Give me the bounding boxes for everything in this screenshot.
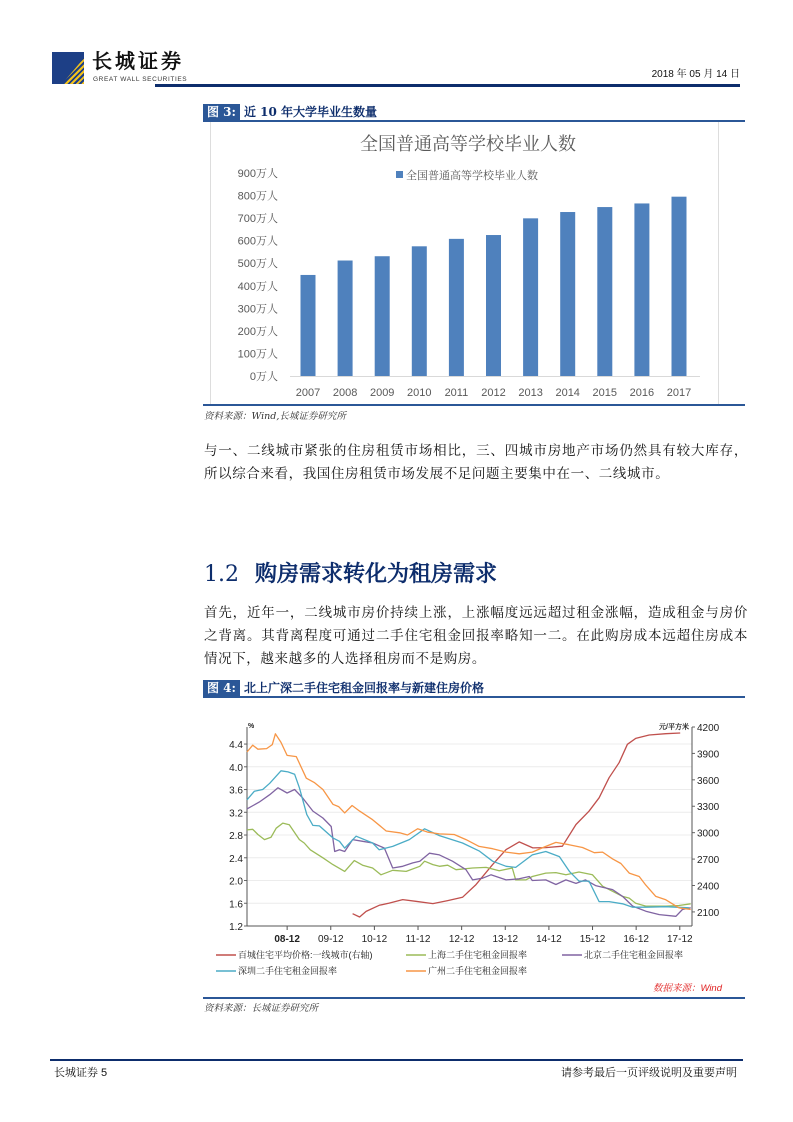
y-tick-label: 300万人 — [237, 303, 278, 316]
series-line-1 — [247, 823, 691, 906]
line-chart-rent-yield — [210, 715, 735, 997]
legend-label: 百城住宅平均价格:一线城市(右轴) — [238, 950, 373, 960]
x-tick-label: 16-12 — [623, 934, 649, 945]
left-y-tick-label: 1.6 — [229, 899, 243, 911]
bar-2011 — [449, 239, 464, 376]
y-tick-label: 200万人 — [237, 325, 278, 338]
chart-title: 全国普通高等学校毕业人数 — [360, 134, 576, 154]
footer-disclaimer: 请参考最后一页评级说明及重要声明 — [561, 1067, 737, 1079]
right-y-tick-label: 4200 — [697, 723, 720, 734]
left-y-tick-label: 3.2 — [229, 808, 243, 820]
logo-text-cn: 长城证券 — [92, 49, 184, 73]
right-y-tick-label: 2100 — [697, 907, 720, 919]
bar-2017 — [672, 197, 687, 376]
y-tick-label: 500万人 — [237, 258, 278, 271]
bar-2012 — [486, 235, 501, 376]
figure4-bottom-rule — [203, 997, 745, 999]
x-tick-label: 2012 — [481, 387, 506, 399]
bar-2014 — [560, 212, 575, 376]
x-tick-label: 2007 — [295, 387, 321, 399]
figure3-label: 图 3: — [203, 104, 240, 120]
bar-2007 — [301, 275, 316, 376]
figure3-source: 资料来源：Wind,长城证券研究所 — [204, 411, 346, 422]
y-tick-label: 100万人 — [237, 348, 278, 361]
left-y-tick-label: 3.6 — [229, 785, 243, 797]
section-number: 1.2 — [204, 562, 239, 587]
x-tick-label: 14-12 — [536, 934, 562, 945]
left-y-tick-label: 2.0 — [229, 876, 243, 888]
footer-rule — [50, 1059, 743, 1061]
header-rule — [155, 84, 740, 87]
bar-2010 — [412, 246, 427, 376]
data-source-note: 数据来源：Wind — [652, 983, 722, 994]
right-y-tick-label: 3000 — [697, 828, 720, 840]
paragraph-1: 与一、二线城市紧张的住房租赁市场相比，三、四城市房地产市场仍然具有较大库存，所以综合来看，我国住房租赁市场发展不足问题主要集中在一、二线城市。 — [204, 443, 748, 482]
right-y-tick-label: 2700 — [697, 855, 720, 867]
right-y-tick-label: 3300 — [697, 802, 720, 814]
x-tick-label: 2010 — [407, 387, 432, 399]
y-tick-label: 800万人 — [237, 190, 278, 203]
x-tick-label: 2014 — [555, 387, 580, 399]
figure4-title: 北上广深二手住宅租金回报率与新建住房价格 — [243, 681, 484, 695]
legend-label: 北京二手住宅租金回报率 — [584, 950, 684, 960]
bar-2009 — [375, 256, 390, 376]
x-tick-label: 2008 — [332, 387, 358, 399]
y-tick-label: 400万人 — [237, 280, 278, 293]
x-tick-label: 13-12 — [492, 934, 519, 945]
x-tick-label: 2015 — [592, 387, 618, 399]
bar-2015 — [597, 207, 612, 376]
right-axis-unit: 元/平方米 — [659, 724, 689, 731]
bar-chart-graduates — [210, 122, 718, 405]
x-tick-label: 08-12 — [274, 934, 300, 945]
report-date: 2018 年 05 月 14 日 — [651, 69, 740, 80]
left-y-tick-label: 2.4 — [229, 853, 243, 865]
legend-label: 广州二手住宅租金回报率 — [428, 966, 528, 976]
paragraph-2: 首先，近年一，二线城市房价持续上涨，上涨幅度远远超过租金涨幅，造成租金与房价之背离。其背离程度可通过二手住宅租金回报率略知一二。在此购房成本远超住房成本情况下，越来越多的人选择租房而不是购房。 — [204, 605, 748, 667]
x-tick-label: 17-12 — [666, 934, 693, 945]
section-heading — [204, 560, 497, 589]
y-tick-label: 0万人 — [249, 371, 278, 383]
x-tick-label: 12-12 — [448, 934, 475, 945]
figure3-bottom-rule — [203, 404, 745, 406]
right-y-tick-label: 3600 — [697, 775, 720, 787]
legend-swatch — [396, 171, 403, 178]
figure3-title-bar — [203, 104, 745, 122]
x-tick-label: 11-12 — [405, 934, 431, 945]
logo-text-en: GREAT WALL SECURITIES — [93, 76, 188, 83]
footer-page: 长城证券 5 — [54, 1067, 108, 1079]
figure4-title-bar — [203, 680, 745, 698]
bar-2008 — [338, 261, 353, 376]
left-y-tick-label: 1.2 — [229, 922, 243, 933]
y-tick-label: 700万人 — [237, 213, 278, 226]
x-tick-label: 2011 — [444, 387, 469, 399]
figure4-source: 资料来源：长城证券研究所 — [204, 1003, 319, 1014]
left-y-tick-label: 4.4 — [229, 740, 243, 752]
x-tick-label: 2013 — [518, 387, 543, 399]
right-y-tick-label: 3900 — [697, 749, 720, 761]
y-tick-label: 600万人 — [237, 235, 278, 248]
x-tick-label: 2017 — [666, 387, 692, 399]
legend-label: 全国普通高等学校毕业人数 — [406, 170, 538, 182]
x-tick-label: 2016 — [629, 387, 655, 399]
bar-2016 — [634, 203, 649, 376]
bar-2013 — [523, 218, 538, 376]
right-y-tick-label: 2400 — [697, 881, 720, 893]
series-line-0 — [353, 733, 681, 917]
section-title: 购房需求转化为租房需求 — [255, 561, 498, 587]
x-tick-label: 10-12 — [361, 934, 388, 945]
figure3-title: 近 10 年大学毕业生数量 — [243, 105, 378, 119]
series-line-4 — [247, 734, 691, 910]
legend-label: 上海二手住宅租金回报率 — [428, 950, 528, 960]
left-axis-unit: % — [248, 723, 255, 730]
y-tick-label: 900万人 — [237, 168, 278, 180]
logo-mark — [52, 52, 84, 84]
series-line-3 — [247, 771, 689, 908]
figure4-label: 图 4: — [203, 680, 240, 696]
left-y-tick-label: 4.0 — [229, 762, 243, 774]
x-tick-label: 09-12 — [317, 934, 344, 945]
x-tick-label: 2009 — [369, 387, 395, 399]
left-y-tick-label: 2.8 — [229, 831, 243, 843]
legend-label: 深圳二手住宅租金回报率 — [238, 966, 338, 976]
x-tick-label: 15-12 — [579, 934, 606, 945]
